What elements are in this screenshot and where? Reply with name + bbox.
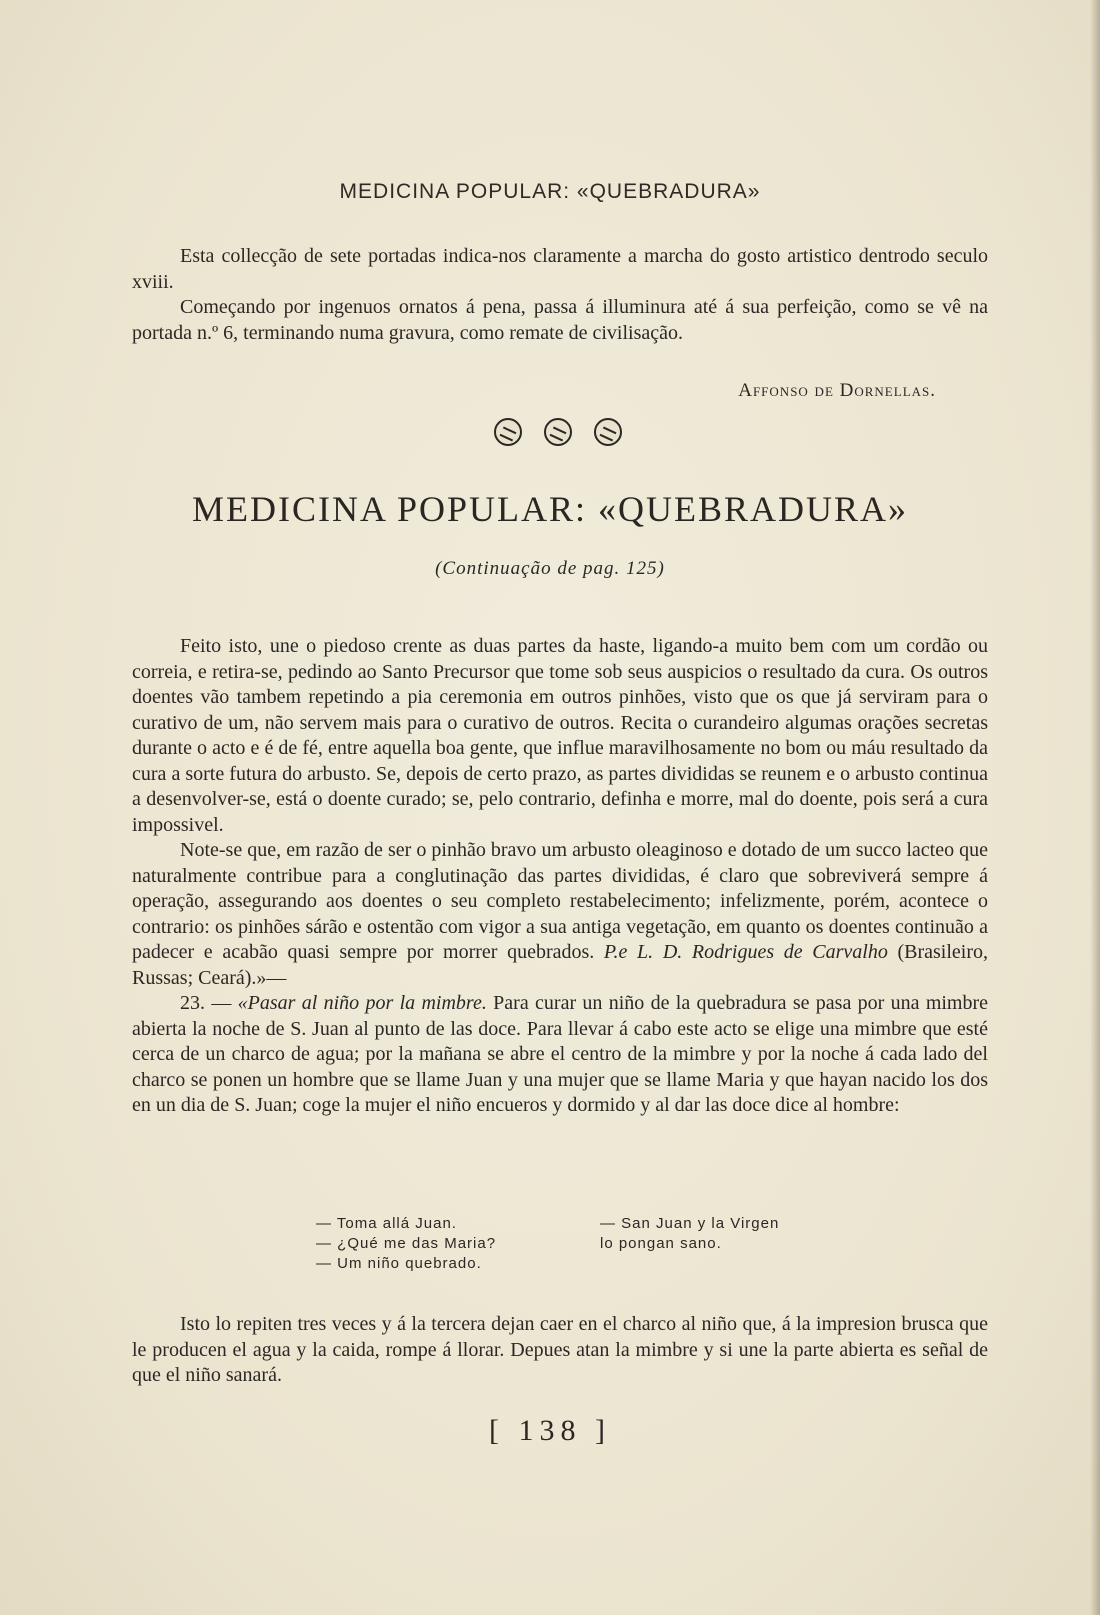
paragraph-2-text: Note-se que, em razão de ser o pinhão bravo um arbusto oleaginoso e dotado de um succo lacteo que naturalmente contribue para a conglutinação das partes divididas, é claro que sobreviverá sempre á operação, assegurando aos doentes o seu completo restabelecimento; infelizmente, porém, acontece o contrario: os pinhões sárão e ostentão com vigor a sua antiga vegetação, em quanto os doentes continuão a padecer e acabão quasi sempre por morrer quebrados. [132,839,988,963]
verse-line: — Toma allá Juan. [316,1215,457,1232]
cited-source: (Brasileiro, Russas; Ceará).»— [132,941,989,989]
verse-line: — ¿Qué me das Maria? [316,1235,497,1252]
fleuron-icon [544,418,572,446]
author-signature: Affonso de Dornellas. [738,380,936,401]
item-number: 23. — [180,992,232,1014]
paragraph-3-text: Para curar un niño de la quebradura se pasa por una mimbre abierta la noche de S. Juan al punto de las doce. Para llevar á cabo este acto se elige una mimbre que esté cerca de un charco de agua; por la mañana se abre el centro de la mimbre y por la noche á cada lado del charco se ponen un hombre que se llame Juan y una mujer que se llame Maria y que hayan nacido los dos en un dia de S. Juan; coge la mujer el niño encueros y dormido y al dar las doce dice al hombre: [132,992,989,1116]
cited-author: P.e L. D. Rodrigues de Carvalho [603,941,888,963]
running-head: MEDICINA POPULAR: «QUEBRADURA» [339,180,761,203]
fleuron-icon [594,418,622,446]
article-subtitle: (Continuação de pag. 125) [435,558,665,579]
page-edge-shadow [1090,0,1100,1615]
verse-line: — Um niño quebrado. [316,1255,482,1272]
article-paragraph-4: Isto lo repiten tres veces y á la tercera dejan caer en el charco al niño que, á la impresion brusca que le producen el agua y la caida, rompe á llorar. Depues atan la mimbre y si une la parte abierta es señal de que el niño sanará. [132,1313,988,1386]
intro-paragraph-2: Começando por ingenuos ornatos á pena, passa á illuminura até á sua perfeição, como se vê na portada n.º 6, terminando numa gravura, como remate de civilisação. [132,296,988,344]
verse-line: lo pongan sano. [600,1235,722,1252]
article-paragraph-1: Feito isto, une o piedoso crente as duas partes da haste, ligando-a muito bem com um cordão ou correia, e retira-se, pedindo ao Santo Precursor que tome sob seus auspicios o resultado da cura. Os outros doentes vão tambem repetindo a pia ceremonia em outros pinhões, visto que os que já serviram para o curativo de um, não servem mais para o curativo de outros. Recita o curandeiro algumas orações secretas durante o acto e é de fé, entre aquella boa gente, que influe maravilhosamente no bom ou máu resultado da cura a sorte futura do arbusto. Se, depois de certo prazo, as partes divididas se reunem e o arbusto continua a desenvolver-se, está o doente curado; se, pelo contrario, definha e morre, mal do doente, pois será a cura impossivel. [132,635,988,836]
verse-column-left [316,1214,496,1274]
article-paragraph-2 [132,838,988,991]
item-heading: «Pasar al niño por la mimbre. [237,992,487,1014]
verse-line: — San Juan y la Virgen [600,1215,780,1232]
page-number: [ 138 ] [489,1414,611,1447]
closing-text [132,1312,988,1389]
article-title: MEDICINA POPULAR: «QUEBRADURA» [191,489,909,529]
intro-text [132,244,988,346]
article-body [132,634,988,1119]
article-paragraph-3 [132,991,988,1119]
ornament-divider [494,418,622,446]
verse-column-right [600,1214,779,1254]
fleuron-icon [494,418,522,446]
intro-paragraph-1: Esta collecção de sete portadas indica-nos claramente a marcha do gosto artistico dentrodo seculo xviii. [132,245,988,293]
